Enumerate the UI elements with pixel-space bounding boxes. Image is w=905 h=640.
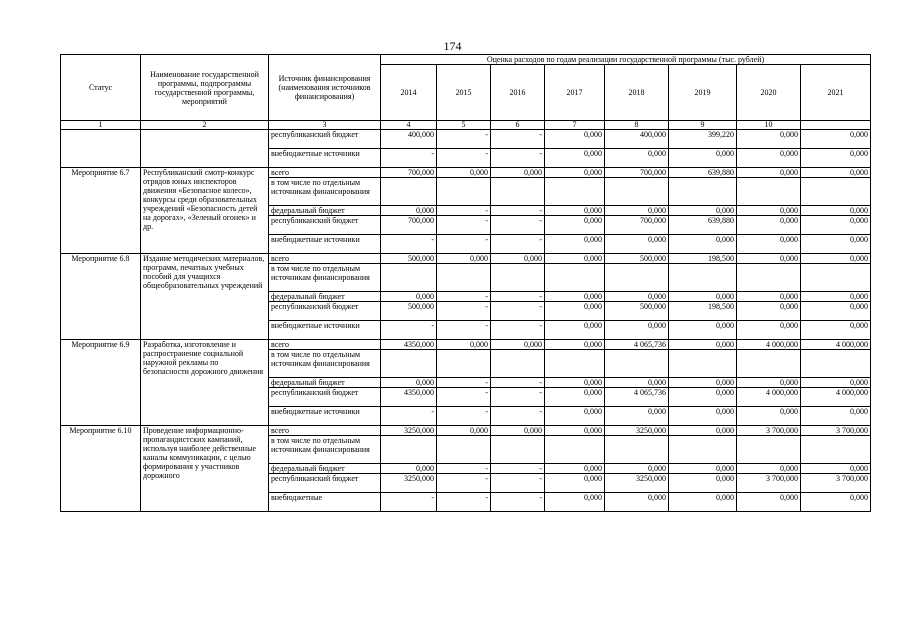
value-cell: 0,000 [491, 168, 545, 178]
value-cell: 4350,000 [381, 340, 437, 350]
value-cell: 399,220 [669, 130, 737, 149]
value-cell [669, 264, 737, 292]
source-cell: в том числе по отдельным источникам финансирования [269, 350, 381, 378]
value-cell: 0,000 [381, 378, 437, 388]
status-cell: Мероприятие 6.8 [61, 254, 141, 340]
value-cell: - [491, 388, 545, 407]
value-cell: 0,000 [669, 340, 737, 350]
value-cell: 3 700,000 [737, 426, 801, 436]
value-cell: 0,000 [737, 493, 801, 512]
value-cell: 0,000 [545, 464, 605, 474]
value-cell: 0,000 [437, 340, 491, 350]
value-cell: - [381, 407, 437, 426]
value-cell: 3 700,000 [801, 474, 871, 493]
value-cell: - [491, 206, 545, 216]
value-cell: - [491, 130, 545, 149]
value-cell: 4350,000 [381, 388, 437, 407]
value-cell: 0,000 [605, 206, 669, 216]
value-cell: 400,000 [381, 130, 437, 149]
value-cell: 0,000 [545, 378, 605, 388]
value-cell: 0,000 [545, 206, 605, 216]
value-cell [545, 436, 605, 464]
value-cell: 0,000 [737, 168, 801, 178]
name-cell: Республиканский смотр-конкурс отрядов юных инспекторов движения «Безопасное колесо», конкурсы среди образовательных учреждений «Безопасность детей на дорогах», «Зеленый огонек» и др. [141, 168, 269, 254]
value-cell: 4 065,736 [605, 388, 669, 407]
value-cell: 4 000,000 [737, 388, 801, 407]
value-cell: 0,000 [801, 216, 871, 235]
header-year: 2015 [437, 65, 491, 121]
value-cell: 0,000 [801, 321, 871, 340]
value-cell: 0,000 [669, 407, 737, 426]
value-cell: 0,000 [545, 407, 605, 426]
value-cell: 0,000 [437, 426, 491, 436]
value-cell: 0,000 [545, 426, 605, 436]
value-cell: 0,000 [605, 407, 669, 426]
value-cell: 0,000 [669, 493, 737, 512]
value-cell [381, 350, 437, 378]
value-cell: - [381, 321, 437, 340]
value-cell: 700,000 [605, 216, 669, 235]
value-cell: 0,000 [545, 235, 605, 254]
value-cell [737, 264, 801, 292]
value-cell: - [437, 130, 491, 149]
value-cell [437, 178, 491, 206]
source-cell: всего [269, 340, 381, 350]
value-cell: 0,000 [437, 168, 491, 178]
value-cell: 0,000 [669, 474, 737, 493]
value-cell: 3250,000 [381, 474, 437, 493]
column-index: 5 [437, 121, 491, 130]
value-cell [605, 264, 669, 292]
header-year: 2019 [669, 65, 737, 121]
header-status: Статус [61, 55, 141, 121]
value-cell: 0,000 [669, 235, 737, 254]
value-cell: 0,000 [737, 378, 801, 388]
value-cell: 198,500 [669, 302, 737, 321]
value-cell: - [437, 216, 491, 235]
value-cell [605, 436, 669, 464]
value-cell: 198,500 [669, 254, 737, 264]
source-cell: всего [269, 426, 381, 436]
value-cell: - [491, 378, 545, 388]
column-index: 8 [605, 121, 669, 130]
value-cell [605, 178, 669, 206]
value-cell: - [381, 493, 437, 512]
value-cell: - [491, 474, 545, 493]
value-cell: 0,000 [737, 254, 801, 264]
name-cell [141, 130, 269, 168]
value-cell: 0,000 [437, 254, 491, 264]
value-cell [737, 436, 801, 464]
source-cell: в том числе по отдельным источникам финансирования [269, 436, 381, 464]
value-cell: 0,000 [605, 464, 669, 474]
source-cell: республиканский бюджет [269, 302, 381, 321]
value-cell: 4 000,000 [801, 388, 871, 407]
column-index: 7 [545, 121, 605, 130]
header-name: Наименование государственной программы, подпрограммы государственной программы, мероприятий [141, 55, 269, 121]
value-cell: - [491, 464, 545, 474]
table-row [61, 426, 871, 436]
value-cell: - [491, 235, 545, 254]
value-cell: 0,000 [545, 130, 605, 149]
value-cell: 0,000 [669, 464, 737, 474]
value-cell: 0,000 [545, 388, 605, 407]
value-cell: 3250,000 [381, 426, 437, 436]
value-cell: 0,000 [737, 464, 801, 474]
column-index: 6 [491, 121, 545, 130]
source-cell: республиканский бюджет [269, 388, 381, 407]
value-cell [437, 436, 491, 464]
value-cell [669, 436, 737, 464]
value-cell [545, 264, 605, 292]
header-year: 2020 [737, 65, 801, 121]
source-cell: федеральный бюджет [269, 464, 381, 474]
value-cell: 0,000 [545, 321, 605, 340]
value-cell [801, 350, 871, 378]
name-cell: Проведение информационно-пропагандистских кампаний, используя наиболее действенные каналы коммуникации, с целью формирования у участников дорожного [141, 426, 269, 512]
value-cell: - [491, 216, 545, 235]
value-cell [669, 178, 737, 206]
value-cell: 0,000 [669, 292, 737, 302]
source-cell: внебюджетные [269, 493, 381, 512]
value-cell [801, 178, 871, 206]
status-cell: Мероприятие 6.10 [61, 426, 141, 512]
value-cell: 0,000 [545, 254, 605, 264]
value-cell [801, 436, 871, 464]
value-cell: 0,000 [381, 464, 437, 474]
value-cell: 400,000 [605, 130, 669, 149]
value-cell: 0,000 [801, 407, 871, 426]
column-index-row [61, 121, 871, 130]
value-cell [491, 178, 545, 206]
header-year: 2017 [545, 65, 605, 121]
value-cell: - [491, 292, 545, 302]
value-cell [737, 350, 801, 378]
value-cell: 3250,000 [605, 474, 669, 493]
value-cell: 500,000 [381, 302, 437, 321]
header-year: 2018 [605, 65, 669, 121]
value-cell: 500,000 [605, 254, 669, 264]
status-cell: Мероприятие 6.9 [61, 340, 141, 426]
value-cell [381, 264, 437, 292]
column-index: 1 [61, 121, 141, 130]
value-cell: 0,000 [545, 340, 605, 350]
value-cell: 0,000 [545, 493, 605, 512]
value-cell: - [381, 149, 437, 168]
value-cell: 0,000 [545, 474, 605, 493]
value-cell: 3 700,000 [737, 474, 801, 493]
source-cell: внебюджетные источники [269, 407, 381, 426]
header-year: 2016 [491, 65, 545, 121]
value-cell: - [491, 149, 545, 168]
value-cell: 0,000 [605, 378, 669, 388]
value-cell: - [437, 302, 491, 321]
value-cell: 0,000 [801, 254, 871, 264]
value-cell: 3250,000 [605, 426, 669, 436]
value-cell: 0,000 [737, 321, 801, 340]
value-cell [801, 264, 871, 292]
value-cell: - [381, 235, 437, 254]
value-cell: 0,000 [545, 302, 605, 321]
value-cell: - [491, 321, 545, 340]
value-cell: 0,000 [801, 235, 871, 254]
value-cell [381, 178, 437, 206]
value-cell: 0,000 [545, 168, 605, 178]
value-cell: 0,000 [801, 493, 871, 512]
value-cell: 0,000 [737, 216, 801, 235]
column-index: 4 [381, 121, 437, 130]
value-cell: - [491, 407, 545, 426]
header-row [61, 55, 871, 65]
value-cell: - [437, 407, 491, 426]
header-source: Источник финансирования (наименования источников финансирования) [269, 55, 381, 121]
value-cell: 0,000 [605, 292, 669, 302]
header-year: 2021 [801, 65, 871, 121]
value-cell: - [491, 493, 545, 512]
value-cell: 0,000 [737, 302, 801, 321]
page-number: 174 [443, 39, 462, 53]
table-body [61, 55, 871, 512]
value-cell: 3 700,000 [801, 426, 871, 436]
value-cell: 0,000 [737, 407, 801, 426]
value-cell: 0,000 [801, 464, 871, 474]
status-cell [61, 130, 141, 168]
value-cell: 0,000 [737, 206, 801, 216]
header-year: 2014 [381, 65, 437, 121]
value-cell: 500,000 [605, 302, 669, 321]
source-cell: республиканский бюджет [269, 474, 381, 493]
source-cell: внебюджетные источники [269, 321, 381, 340]
status-cell: Мероприятие 6.7 [61, 168, 141, 254]
column-index: 10 [737, 121, 801, 130]
value-cell: 0,000 [669, 388, 737, 407]
source-cell: федеральный бюджет [269, 292, 381, 302]
value-cell: 0,000 [669, 149, 737, 168]
source-cell: в том числе по отдельным источникам финансирования [269, 264, 381, 292]
value-cell: 639,880 [669, 168, 737, 178]
column-index [801, 121, 871, 130]
value-cell: 4 000,000 [801, 340, 871, 350]
value-cell: - [437, 235, 491, 254]
value-cell: 0,000 [801, 378, 871, 388]
header-estimate: Оценка расходов по годам реализации государственной программы (тыс. рублей) [381, 55, 871, 65]
value-cell [491, 436, 545, 464]
value-cell: 0,000 [669, 206, 737, 216]
source-cell: всего [269, 254, 381, 264]
value-cell: - [437, 474, 491, 493]
column-index: 3 [269, 121, 381, 130]
value-cell: 0,000 [381, 206, 437, 216]
column-index: 9 [669, 121, 737, 130]
value-cell: 500,000 [381, 254, 437, 264]
value-cell: - [437, 493, 491, 512]
source-cell: республиканский бюджет [269, 216, 381, 235]
value-cell: 0,000 [737, 149, 801, 168]
value-cell: 0,000 [801, 168, 871, 178]
value-cell: 0,000 [381, 292, 437, 302]
value-cell: 0,000 [669, 378, 737, 388]
value-cell: 0,000 [491, 426, 545, 436]
value-cell [737, 178, 801, 206]
value-cell: - [437, 292, 491, 302]
value-cell: 0,000 [801, 302, 871, 321]
table-row [61, 254, 871, 264]
value-cell: 0,000 [545, 149, 605, 168]
value-cell: - [437, 149, 491, 168]
value-cell [491, 350, 545, 378]
value-cell: 0,000 [801, 130, 871, 149]
value-cell [437, 350, 491, 378]
value-cell: 0,000 [605, 235, 669, 254]
source-cell: федеральный бюджет [269, 206, 381, 216]
value-cell: - [437, 464, 491, 474]
source-cell: республиканский бюджет [269, 130, 381, 149]
source-cell: федеральный бюджет [269, 378, 381, 388]
source-cell: внебюджетные источники [269, 235, 381, 254]
value-cell: 639,880 [669, 216, 737, 235]
value-cell: 0,000 [737, 235, 801, 254]
name-cell: Разработка, изготовление и распространение социальной наружной рекламы по безопасности дорожного движения [141, 340, 269, 426]
value-cell: - [491, 302, 545, 321]
source-cell: внебюджетные источники [269, 149, 381, 168]
value-cell [491, 264, 545, 292]
value-cell: 0,000 [545, 292, 605, 302]
table-row [61, 130, 871, 149]
table-row [61, 340, 871, 350]
source-cell: всего [269, 168, 381, 178]
value-cell [545, 350, 605, 378]
value-cell: 0,000 [605, 321, 669, 340]
value-cell: - [437, 388, 491, 407]
value-cell [605, 350, 669, 378]
value-cell: - [437, 378, 491, 388]
value-cell: 4 000,000 [737, 340, 801, 350]
value-cell: 0,000 [737, 130, 801, 149]
value-cell: 0,000 [669, 426, 737, 436]
column-index: 2 [141, 121, 269, 130]
value-cell: 700,000 [381, 216, 437, 235]
value-cell: 0,000 [801, 149, 871, 168]
value-cell [381, 436, 437, 464]
value-cell: 4 065,736 [605, 340, 669, 350]
value-cell: 0,000 [491, 340, 545, 350]
table-row [61, 168, 871, 178]
value-cell: 700,000 [605, 168, 669, 178]
name-cell: Издание методических материалов, программ, печатных учебных пособий для учащихся общеобразовательных учреждений [141, 254, 269, 340]
value-cell: 0,000 [737, 292, 801, 302]
value-cell: 0,000 [491, 254, 545, 264]
value-cell: - [437, 321, 491, 340]
value-cell [437, 264, 491, 292]
source-cell: в том числе по отдельным источникам финансирования [269, 178, 381, 206]
budget-table [60, 54, 871, 512]
value-cell [669, 350, 737, 378]
value-cell: 0,000 [801, 206, 871, 216]
value-cell: 0,000 [545, 216, 605, 235]
value-cell: - [437, 206, 491, 216]
value-cell: 0,000 [605, 493, 669, 512]
value-cell: 0,000 [605, 149, 669, 168]
value-cell: 0,000 [801, 292, 871, 302]
value-cell: 0,000 [669, 321, 737, 340]
value-cell: 700,000 [381, 168, 437, 178]
value-cell [545, 178, 605, 206]
